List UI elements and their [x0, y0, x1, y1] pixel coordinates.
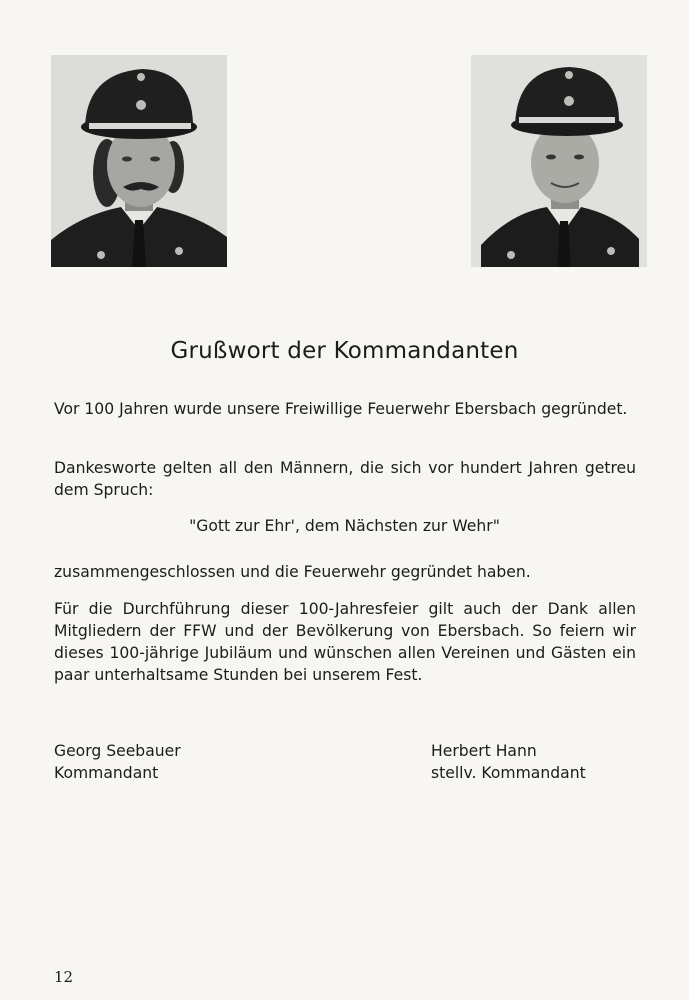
signature-name: Herbert Hann [431, 742, 537, 760]
paragraph-celebration: Für die Durchführung dieser 100-Jahresfeier gilt auch der Dank allen Mitgliedern der FFW und der Bevölkerung von Ebersbach. So feiern wir dieses 100-jährige Jubiläum und wünschen allen Vereinen und Gästen ein paar unterhaltsame Stunden bei unserem Fest. [54, 600, 636, 684]
portrait-photo-right [471, 55, 647, 267]
signature-name: Georg Seebauer [54, 742, 181, 760]
page-title: Grußwort der Kommandanten [170, 338, 519, 364]
page-number: 12 [54, 968, 74, 986]
signature-right [431, 740, 586, 784]
motto-quote: "Gott zur Ehr', dem Nächsten zur Wehr" [189, 517, 500, 535]
portrait-photo-left [51, 55, 227, 267]
paragraph-thanks: Dankesworte gelten all den Männern, die sich vor hundert Jahren getreu dem Spruch: [54, 459, 636, 499]
paragraph-founding: Vor 100 Jahren wurde unsere Freiwillige Feuerwehr Ebersbach gegründet. [54, 400, 628, 418]
paragraph-founded: zusammengeschlossen und die Feuerwehr gegründet haben. [54, 563, 531, 581]
signature-role: stellv. Kommandant [431, 764, 586, 782]
signature-role: Kommandant [54, 764, 159, 782]
signature-left [54, 740, 181, 784]
